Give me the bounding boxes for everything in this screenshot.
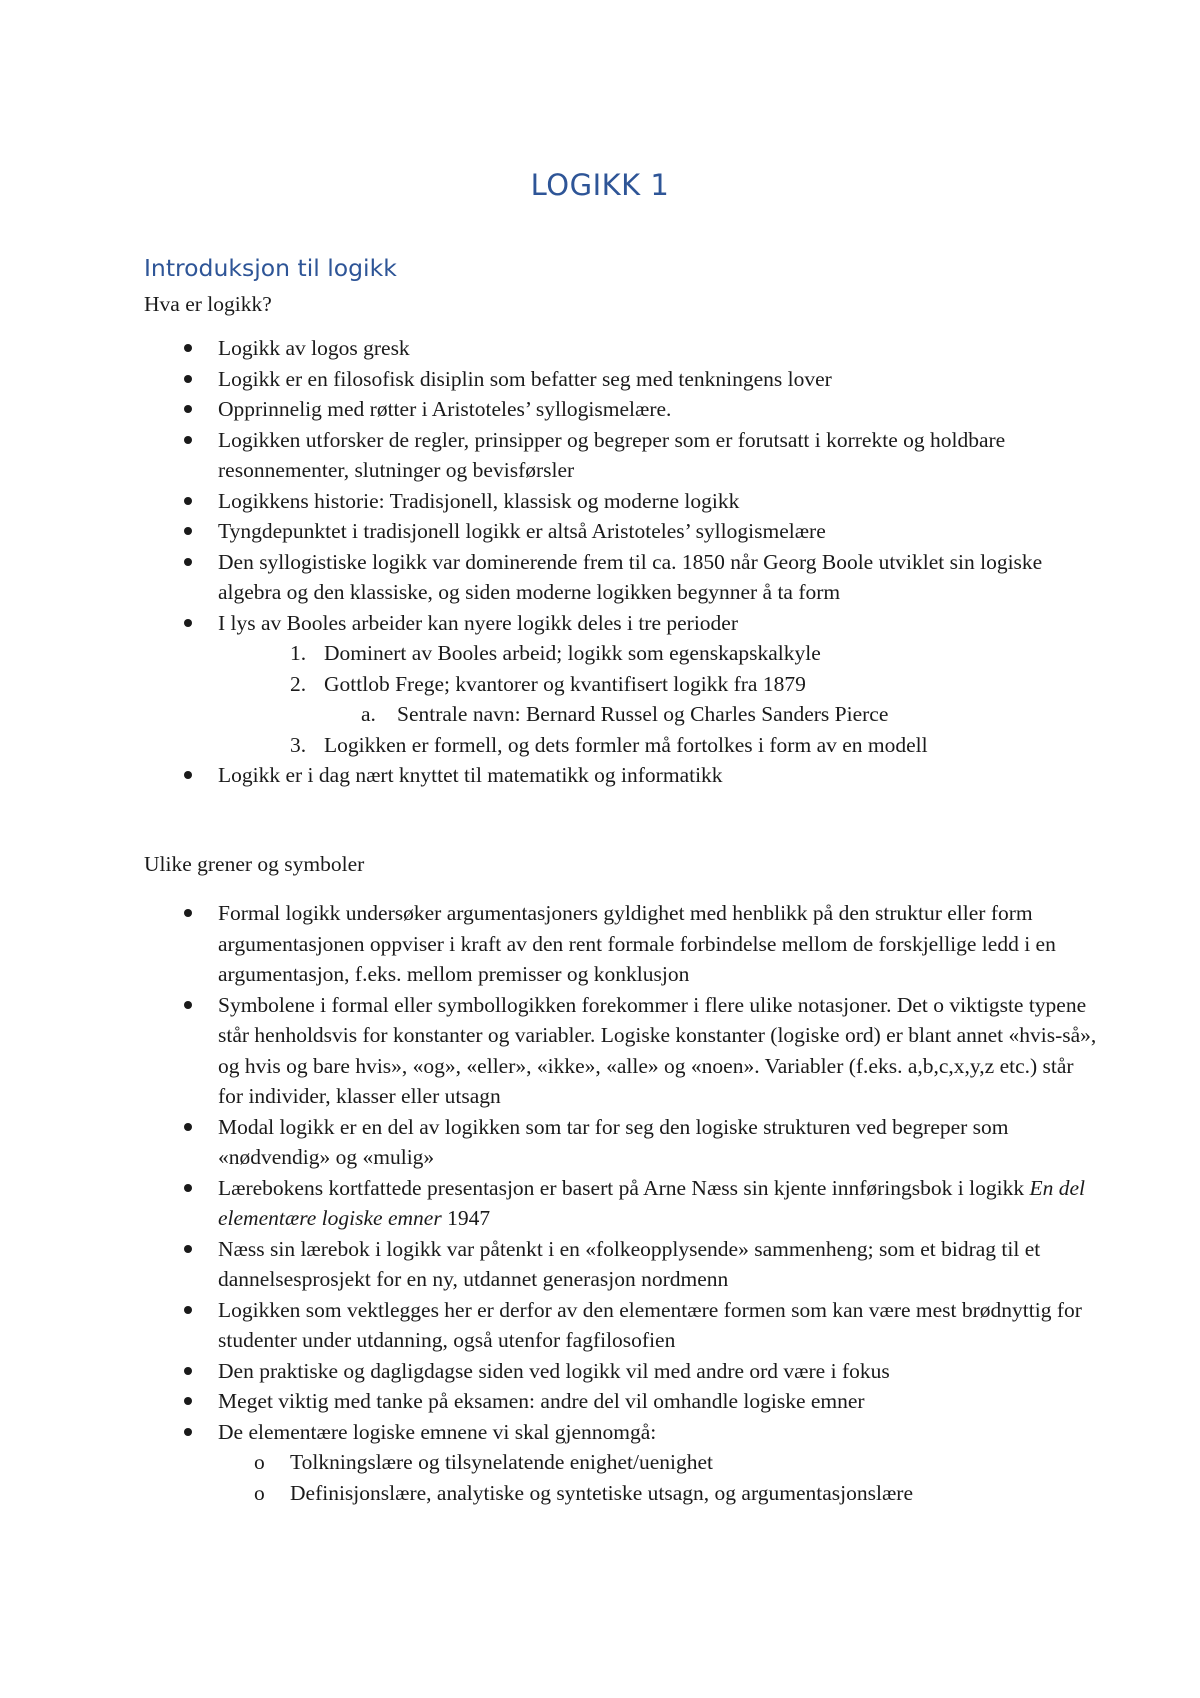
bullet-icon — [184, 619, 192, 627]
bullet-icon — [184, 771, 192, 779]
bullet-icon — [184, 344, 192, 352]
numbered-item: 3. Logikken er formell, og dets formler må fortolkes i form av en modell — [290, 732, 928, 757]
list-item: Symbolene i formal eller symbollogikken forekommer i flere ulike notasjoner. Det o viktigste typene står henholdsvis for konstanter og variabler. Logiske konstanter (logiske ord) er blant annet «hvis-så», og hvis og bare hvis», «og», «eller», «ikke», «alle» og «noen». Variabler (f.eks. a,b,c,x,y,z etc.) står for individer, klasser eller utsagn — [0, 990, 1098, 1112]
bullet-icon — [184, 1306, 192, 1314]
bullet-list-branches — [0, 898, 1200, 1508]
list-item: De elementære logiske emnene vi skal gjennomgå: — [0, 1417, 1098, 1448]
list-item: Meget viktig med tanke på eksamen: andre del vil omhandle logiske emner — [0, 1386, 1098, 1417]
lettered-item: a. Sentrale navn: Bernard Russel og Charles Sanders Pierce — [361, 702, 889, 726]
sub-list-item: o Tolkningslære og tilsynelatende enighet/uenighet — [254, 1450, 714, 1474]
bullet-icon — [184, 558, 192, 566]
bullet-icon — [184, 405, 192, 413]
list-item: Logikken utforsker de regler, prinsipper og begreper som er forutsatt i korrekte og holdbare resonnementer, slutninger og bevisførsler — [0, 425, 1098, 486]
bullet-icon — [184, 909, 192, 917]
bullet-list-intro — [0, 333, 1200, 791]
sub-list-item: o Definisjonslære, analytiske og syntetiske utsagn, og argumentasjonslære — [254, 1480, 914, 1505]
bullet-icon — [184, 527, 192, 535]
list-item: Logikk er en filosofisk disiplin som befatter seg med tenkningens lover — [0, 364, 1098, 395]
list-item: Logikk er i dag nært knyttet til matematikk og informatikk — [0, 760, 1098, 791]
list-item: Næss sin lærebok i logikk var påtenkt i en «folkeopplysende» sammenheng; som et bidrag til et dannelsesprosjekt for en ny, utdannet generasjon nordmenn — [0, 1234, 1098, 1295]
bullet-icon — [184, 375, 192, 383]
list-item: I lys av Booles arbeider kan nyere logikk deles i tre perioder — [0, 608, 1098, 639]
list-item: Tyngdepunktet i tradisjonell logikk er altså Aristoteles’ syllogismelære — [0, 516, 1098, 547]
list-item: Formal logikk undersøker argumentasjoners gyldighet med henblikk på den struktur eller form argumentasjonen oppviser i kraft av den rent formale forbindelse mellom de forskjellige ledd i en argumentasjon, f.eks. mellom premisser og konklusjon — [0, 898, 1098, 990]
numbered-item: 1. Dominert av Booles arbeid; logikk som egenskapskalkyle — [290, 641, 821, 665]
list-item: Lærebokens kortfattede presentasjon er basert på Arne Næss sin kjente innføringsbok i logikk En del elementære logiske emner 1947 — [0, 1173, 1098, 1234]
bullet-icon — [184, 1367, 192, 1375]
document-title: LOGIKK 1 — [530, 168, 670, 202]
bullet-icon — [184, 1001, 192, 1009]
section-2-title: Ulike grener og symboler — [144, 852, 365, 876]
bullet-icon — [184, 497, 192, 505]
list-item: Logikken som vektlegges her er derfor av den elementære formen som kan være mest brødnyttig for studenter under utdanning, også utenfor fagfilosofien — [0, 1295, 1098, 1356]
numbered-item: 2. Gottlob Frege; kvantorer og kvantifisert logikk fra 1879 — [290, 671, 806, 696]
list-item: Den praktiske og dagligdagse siden ved logikk vil med andre ord være i fokus — [0, 1356, 1098, 1387]
list-item: Logikk av logos gresk — [0, 333, 1098, 364]
list-item: Modal logikk er en del av logikken som tar for seg den logiske strukturen ved begreper som «nødvendig» og «mulig» — [0, 1112, 1098, 1173]
section-heading: Introduksjon til logikk — [144, 254, 397, 282]
bullet-icon — [184, 436, 192, 444]
bullet-icon — [184, 1184, 192, 1192]
bullet-icon — [184, 1245, 192, 1253]
bullet-icon — [184, 1428, 192, 1436]
list-item: Logikkens historie: Tradisjonell, klassisk og moderne logikk — [0, 486, 1098, 517]
book-title: En del elementære logiske emner — [218, 1175, 1085, 1230]
bullet-icon — [184, 1123, 192, 1131]
list-item: Opprinnelig med røtter i Aristoteles’ syllogismelære. — [0, 394, 1098, 425]
bullet-icon — [184, 1397, 192, 1405]
section-subheading: Hva er logikk? — [144, 292, 272, 316]
list-item: Den syllogistiske logikk var dominerende frem til ca. 1850 når Georg Boole utviklet sin logiske algebra og den klassiske, og siden moderne logikken begynner å ta form — [0, 547, 1098, 608]
